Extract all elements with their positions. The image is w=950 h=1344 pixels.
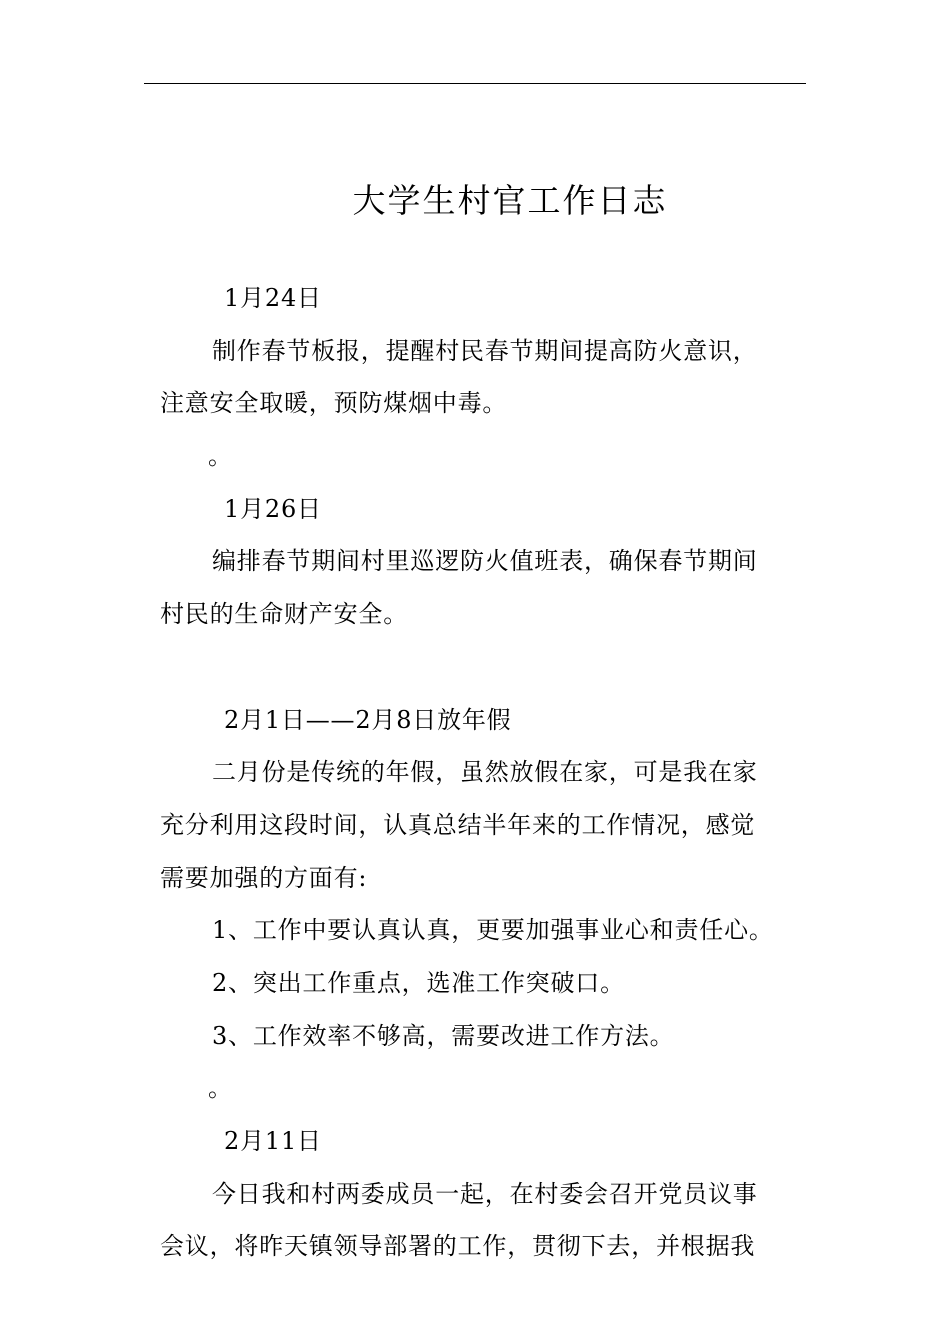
- paragraph-line: 制作春节板报，提醒村民春节期间提高防火意识，: [212, 336, 758, 365]
- entry-date: 2月11日: [224, 1127, 322, 1155]
- paragraph-line: 需要加强的方面有:: [160, 863, 368, 892]
- entry-date: 1月24日: [224, 284, 322, 312]
- entry-date: 2月1日——2月8日放年假: [224, 705, 512, 734]
- entry-date: 1月26日: [224, 494, 322, 523]
- list-item: 2、突出工作重点，选准工作突破口。: [212, 968, 625, 997]
- document-title: 大学生村官工作日志: [352, 181, 668, 220]
- document-body: [160, 272, 780, 1273]
- paragraph-line: 二月份是传统的年假，虽然放假在家，可是我在家: [212, 758, 758, 787]
- paragraph-line: 会议，将昨天镇领导部署的工作，贯彻下去，并根据我: [160, 1232, 756, 1261]
- list-item: 1、工作中要认真认真，更要加强事业心和责任心。: [212, 916, 774, 945]
- paragraph-line: 编排春节期间村里巡逻防火值班表，确保春节期间: [212, 547, 758, 576]
- blank-line: [160, 641, 780, 694]
- list-item: 3、工作效率不够高，需要改进工作方法。: [212, 1021, 675, 1050]
- paragraph-line: 村民的生命财产安全。: [160, 600, 408, 629]
- trailing-mark: 。: [208, 1074, 233, 1103]
- header-rule: [144, 83, 806, 84]
- paragraph-line: 注意安全取暖，预防煤烟中毒。: [160, 389, 508, 418]
- paragraph-line: 充分利用这段时间，认真总结半年来的工作情况，感觉: [160, 810, 756, 839]
- trailing-mark: 。: [208, 442, 233, 471]
- paragraph-line: 今日我和村两委成员一起，在村委会召开党员议事: [212, 1179, 758, 1208]
